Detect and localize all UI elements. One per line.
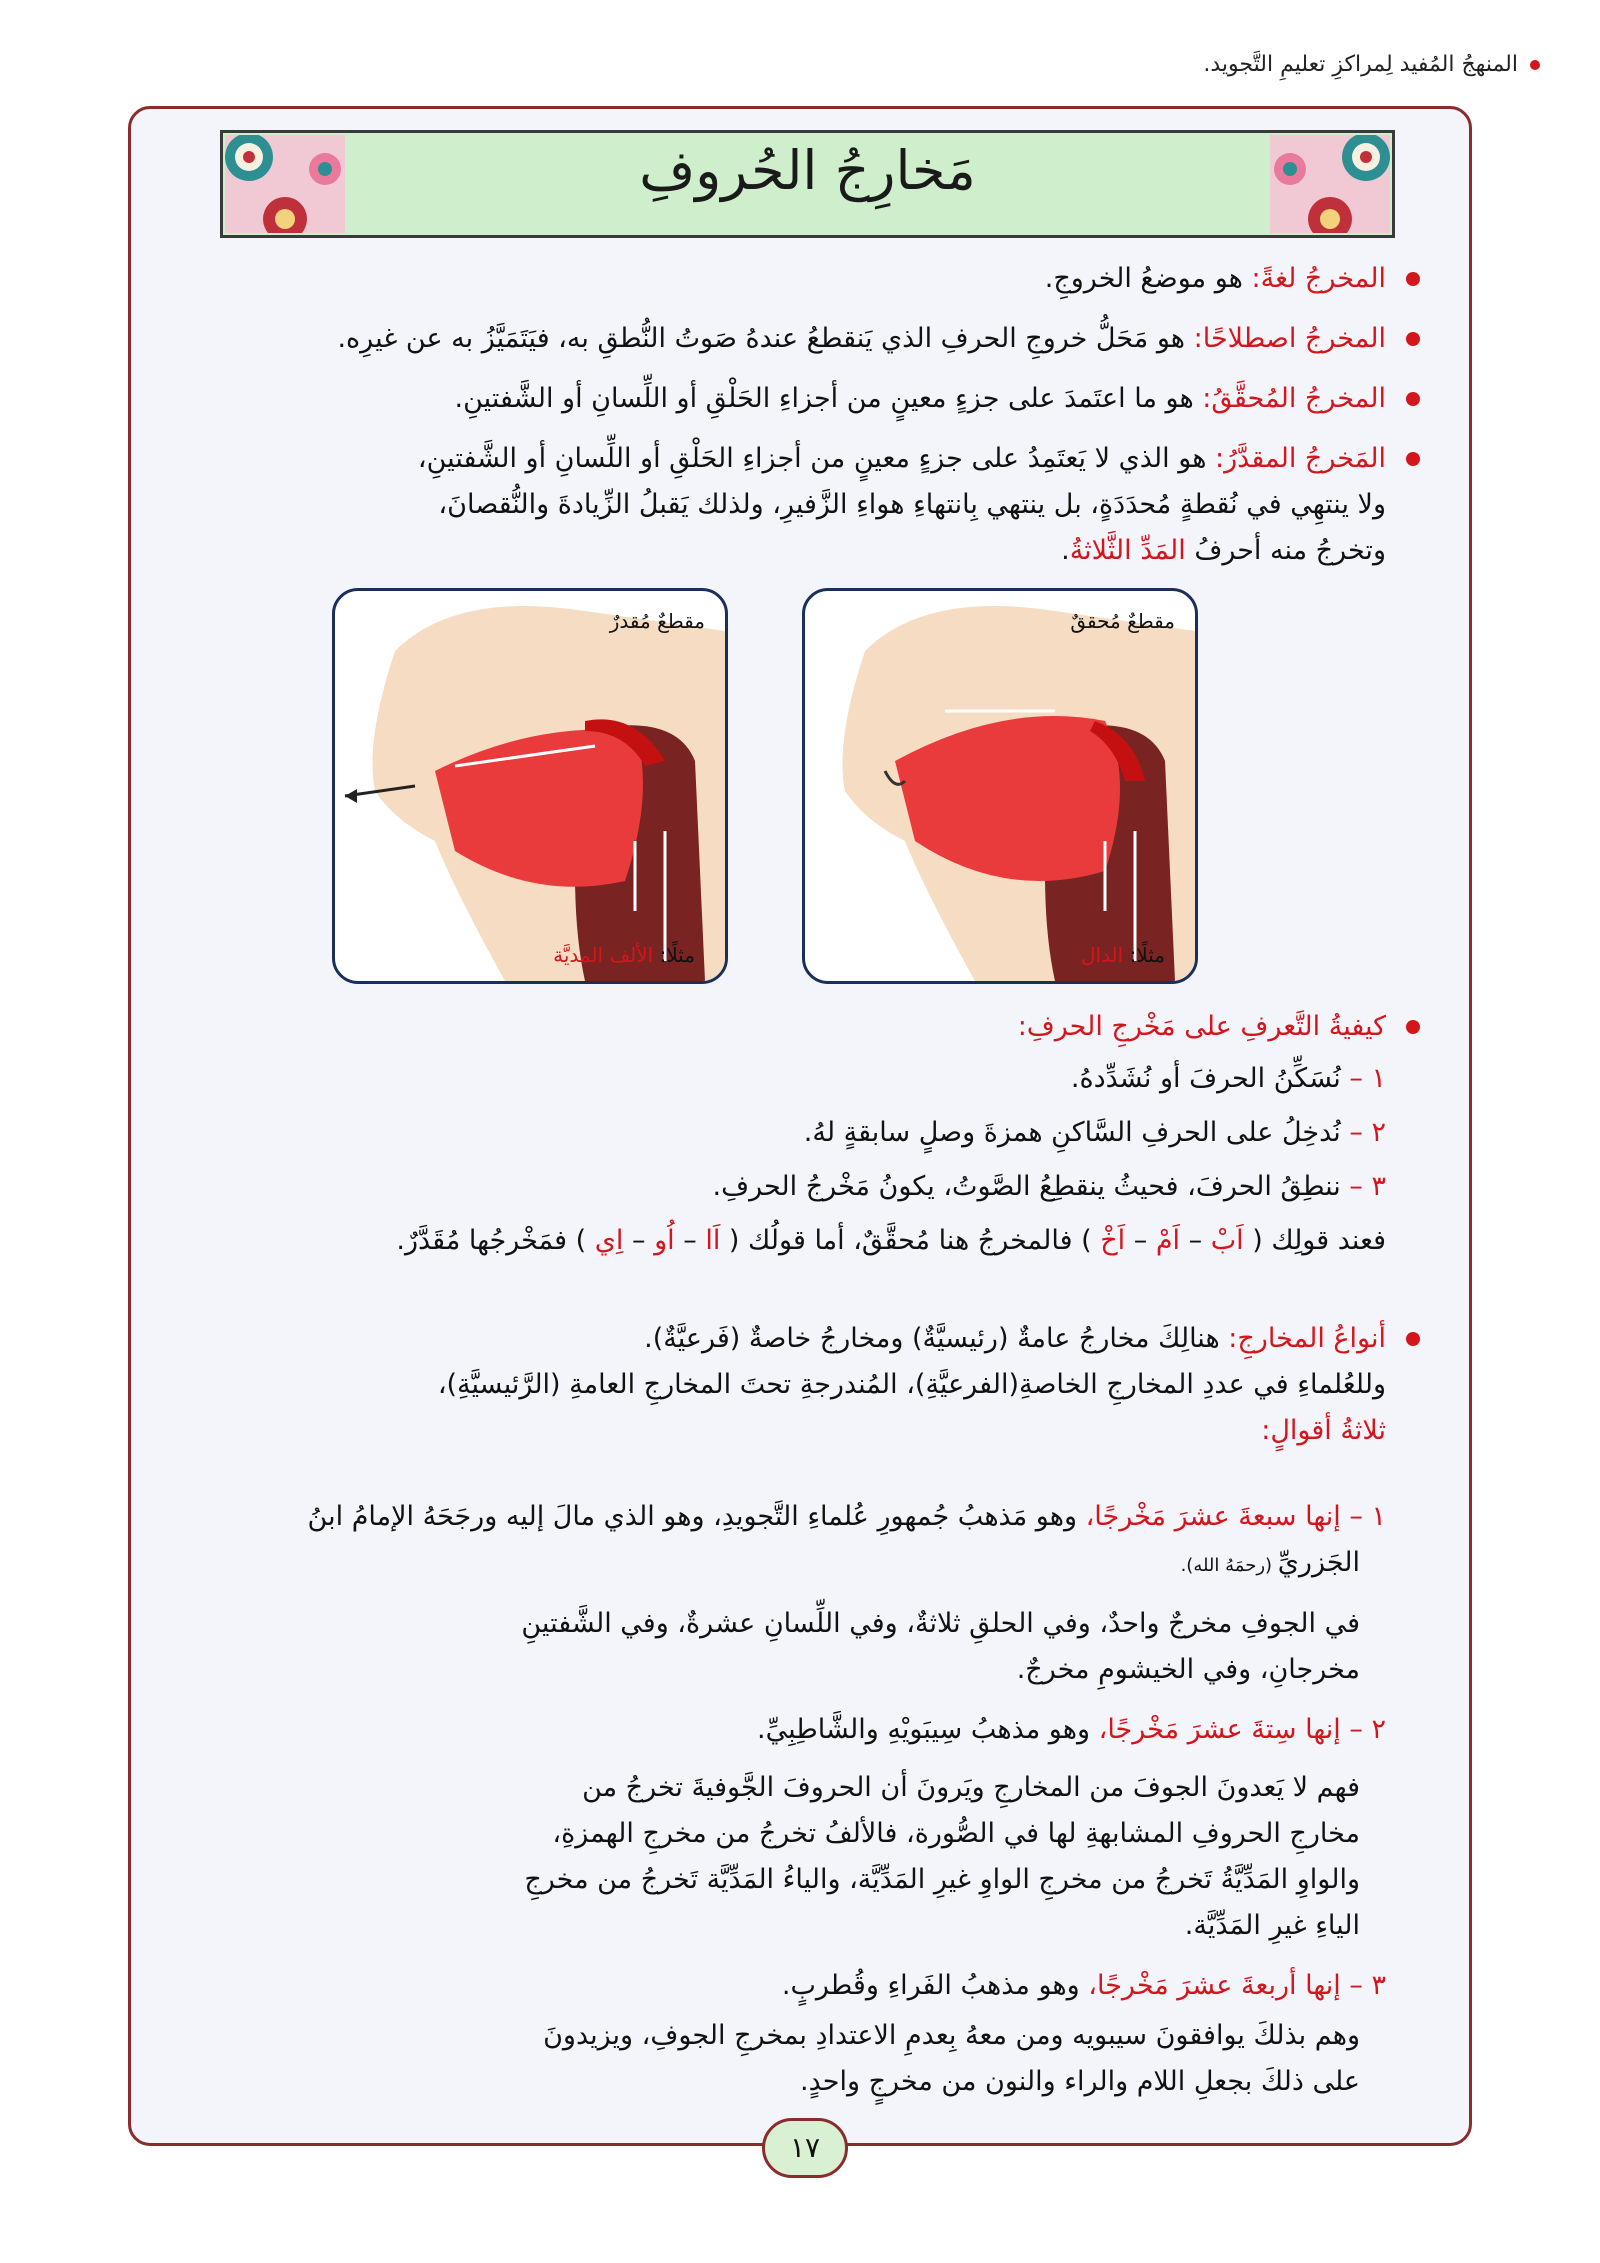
example-sound: اَبْ <box>1210 1225 1244 1256</box>
example-line <box>160 1218 1420 1264</box>
page-header <box>1203 52 1540 77</box>
opinion-number: ٣ – <box>1349 1970 1386 2001</box>
opinion-text: وهو مذهبُ سِيبَويْهِ والشَّاطِبِيِّ. <box>757 1714 1099 1745</box>
opinion-2-heading <box>160 1707 1420 1753</box>
types-line-3: ثلاثةُ أقوالٍ: <box>1261 1415 1386 1446</box>
term-label: المخرجُ اصطلاحًا: <box>1193 323 1386 354</box>
muqaddar-line-2: ولا ينتهِي في نُقطةٍ مُحدَدَةٍ، بل ينتهي بِانتهاءِ هواءِ الزَّفيرِ، ولذلك يَقبلُ الزِّيادةَ والنُّقصانَ، <box>438 489 1386 520</box>
figure-caption <box>1081 943 1165 967</box>
text-part: – <box>1125 1225 1156 1256</box>
opinion-honorific: (رحمَهُ الله). <box>1180 1555 1278 1576</box>
bullet-icon <box>1406 1332 1420 1346</box>
body-line: الياءِ غيرِ المَدِّيَّة. <box>1184 1910 1360 1941</box>
caption-prefix: مثلًا: <box>653 943 695 967</box>
figure-label: مقطعٌ مُحققٌ <box>1070 609 1175 633</box>
example-sound: اَخْ <box>1100 1225 1126 1256</box>
definition-text: هنالِكَ مخارجُ عامةٌ (رئيسيَّةٌ) ومخارجُ خاصةٌ (فَرعيَّةٌ). <box>644 1323 1229 1354</box>
text-part: ) فالمخرجُ هنا مُحقَّقٌ، أما قولُك ( <box>720 1225 1101 1256</box>
term-label: أنواعُ المخارجِ: <box>1228 1323 1386 1354</box>
step-text: نُسَكِّنُ الحرفَ أو نُشَدِّدهُ. <box>1070 1063 1350 1094</box>
text-part: – <box>674 1225 706 1256</box>
opinion-1-body <box>160 1601 1420 1693</box>
example-sound: اَا <box>705 1225 721 1256</box>
text-part: – <box>623 1225 655 1256</box>
definition-muhaqqaq <box>160 376 1420 422</box>
term-label: المَخرجُ المقدَّرُ: <box>1215 443 1386 474</box>
opinions-section <box>160 1494 1420 2105</box>
how-to-title <box>160 1004 1420 1050</box>
definition-text: هو ما اعتَمدَ على جزءٍ معينٍ من أجزاءِ الحَلْقِ أو اللِّسانِ أو الشَّفتينِ. <box>454 383 1203 414</box>
figure-muqaddar <box>332 588 728 984</box>
opinion-number: ١ – <box>1349 1501 1386 1532</box>
opinion-count: إنها سبعةَ عشرَ مَخْرجًا، <box>1085 1501 1350 1532</box>
step-number: ٣ – <box>1349 1171 1386 1202</box>
figure-label: مقطعٌ مُقدرٌ <box>609 609 705 633</box>
bullet-icon <box>1530 60 1540 70</box>
mouth-section-diagram <box>335 591 725 981</box>
types-heading <box>160 1316 1420 1362</box>
caption-prefix: مثلًا: <box>1123 943 1165 967</box>
bullet-icon <box>1406 332 1420 346</box>
step <box>160 1164 1420 1210</box>
how-to-section <box>160 1004 1420 1264</box>
example-sound: اُو <box>654 1225 675 1256</box>
definition-lugha <box>160 256 1420 302</box>
opinion-count: إنها سِتةَ عشرَ مَخْرجًا، <box>1098 1714 1350 1745</box>
term-label: المخرجُ المُحقَّقُ: <box>1202 383 1386 414</box>
types-line-2: وللعُلماءِ في عددِ المخارجِ الخاصةِ(الفرعيَّةِ)، المُندرجةِ تحتَ المخارجِ العامةِ (الرَّئيسيَّةِ)، <box>437 1369 1386 1400</box>
body-line: مخرجانِ، وفي الخيشومِ مخرجٌ. <box>1016 1654 1360 1685</box>
muqaddar-line-3 <box>160 528 1420 574</box>
opinion-count: إنها أربعةَ عشرَ مَخْرجًا، <box>1088 1970 1350 2001</box>
opinion-text: الجَزريِّ <box>1277 1547 1360 1578</box>
text-part: – <box>1180 1225 1211 1256</box>
title-banner <box>220 130 1395 238</box>
opinion-3-heading <box>160 1963 1420 2009</box>
text-part: ) فمَخْرجُها مُقَدَّرٌ. <box>396 1225 595 1256</box>
bullet-icon <box>1406 1020 1420 1034</box>
mouth-section-diagram <box>805 591 1195 981</box>
figure-muhaqqaq <box>802 588 1198 984</box>
step <box>160 1056 1420 1102</box>
opinion-1-heading-cont <box>160 1540 1420 1589</box>
body-line: وهم بذلكَ يوافقونَ سيبويه ومن معهُ بِعدمِ الاعتدادِ بمخرجِ الجوفِ، ويزيدونَ <box>543 2020 1360 2051</box>
figure-caption <box>553 943 695 967</box>
series-title: المنهجُ المُفيد لِمراكزِ تعليمِ التَّجويد. <box>1203 52 1518 77</box>
example-sound: اَمْ <box>1155 1225 1181 1256</box>
section-heading: كيفيةُ التَّعرفِ على مَخْرجِ الحرفِ: <box>1017 1011 1386 1042</box>
bullet-icon <box>1406 452 1420 466</box>
body-line: في الجوفِ مخرجٌ واحدٌ، وفي الحلقِ ثلاثةٌ، وفي اللِّسانِ عشرةٌ، وفي الشَّفتينِ <box>521 1608 1360 1639</box>
opinion-number: ٢ – <box>1349 1714 1386 1745</box>
step <box>160 1110 1420 1156</box>
opinion-2-body <box>160 1765 1420 1949</box>
definition-text: هو مَحَلُّ خروجِ الحرفِ الذي يَنقطعُ عندهُ صَوتُ النُّطقِ به، فيَتَمَيَّزُ به عن غيرِه. <box>337 323 1194 354</box>
caption-example: الدال <box>1080 943 1124 967</box>
opinion-text: وهو مَذهبُ جُمهورِ عُلماءِ التَّجويدِ، وهو الذي مالَ إليه ورجَحَهُ الإمامُ ابنُ <box>307 1501 1086 1532</box>
step-text: نُدخِلُ على الحرفِ السَّاكنِ همزةَ وصلٍ سابقةٍ لهُ. <box>803 1117 1350 1148</box>
opinion-3-body <box>160 2013 1420 2105</box>
text-part: وتخرجُ منه أحرفُ <box>1185 535 1386 566</box>
madd-letters: المَدِّ الثَّلاثةُ <box>1069 535 1186 566</box>
body-line: فهم لا يَعدونَ الجوفَ من المخارجِ ويَرونَ أن الحروفَ الجَّوفيةَ تخرجُ من <box>582 1772 1360 1803</box>
text-part: . <box>1061 535 1070 566</box>
definition-text: هو موضعُ الخروجِ. <box>1044 263 1252 294</box>
page-number: ١٧ <box>762 2118 848 2178</box>
bullet-icon <box>1406 272 1420 286</box>
definition-muqaddar <box>160 436 1420 482</box>
caption-example: الألف المديَّة <box>553 943 654 967</box>
text-part: فعند قولِك ( <box>1243 1225 1386 1256</box>
types-section <box>160 1316 1420 1454</box>
definitions-section <box>160 256 1420 574</box>
step-number: ٢ – <box>1349 1117 1386 1148</box>
body-line: مخارجِ الحروفِ المشابهةِ لها في الصُّورة، فالألفُ تخرجُ من مخرجِ الهمزةِ، <box>552 1818 1360 1849</box>
definition-text: هو الذي لا يَعتَمِدُ على جزءٍ معينٍ من أجزاءِ الحَلْقِ أو اللِّسانِ أو الشَّفتينِ، <box>417 443 1216 474</box>
body-line: والواوِ المَدِّيَّةُ تَخرجُ من مخرجِ الواوِ غيرِ المَدِّيَّة، والياءُ المَدِّيَّة تَخرجُ من مخرجِ <box>524 1864 1360 1895</box>
term-label: المخرجُ لغةً: <box>1251 263 1386 294</box>
definition-istilah <box>160 316 1420 362</box>
opinion-text: وهو مذهبُ الفَراءِ وقُطربٍ. <box>781 1970 1089 2001</box>
example-sound: اِي <box>594 1225 624 1256</box>
step-number: ١ – <box>1349 1063 1386 1094</box>
bullet-icon <box>1406 392 1420 406</box>
page-title: مَخارِجُ الحُروفِ <box>639 139 976 202</box>
step-text: ننطِقُ الحرفَ، فحيثُ ينقطِعُ الصَّوتُ، يكونُ مَخْرجُ الحرفِ. <box>712 1171 1350 1202</box>
opinion-1-heading <box>160 1494 1420 1540</box>
body-line: على ذلكَ بجعلِ اللام والراء والنون من مخرجٍ واحدٍ. <box>800 2066 1360 2097</box>
